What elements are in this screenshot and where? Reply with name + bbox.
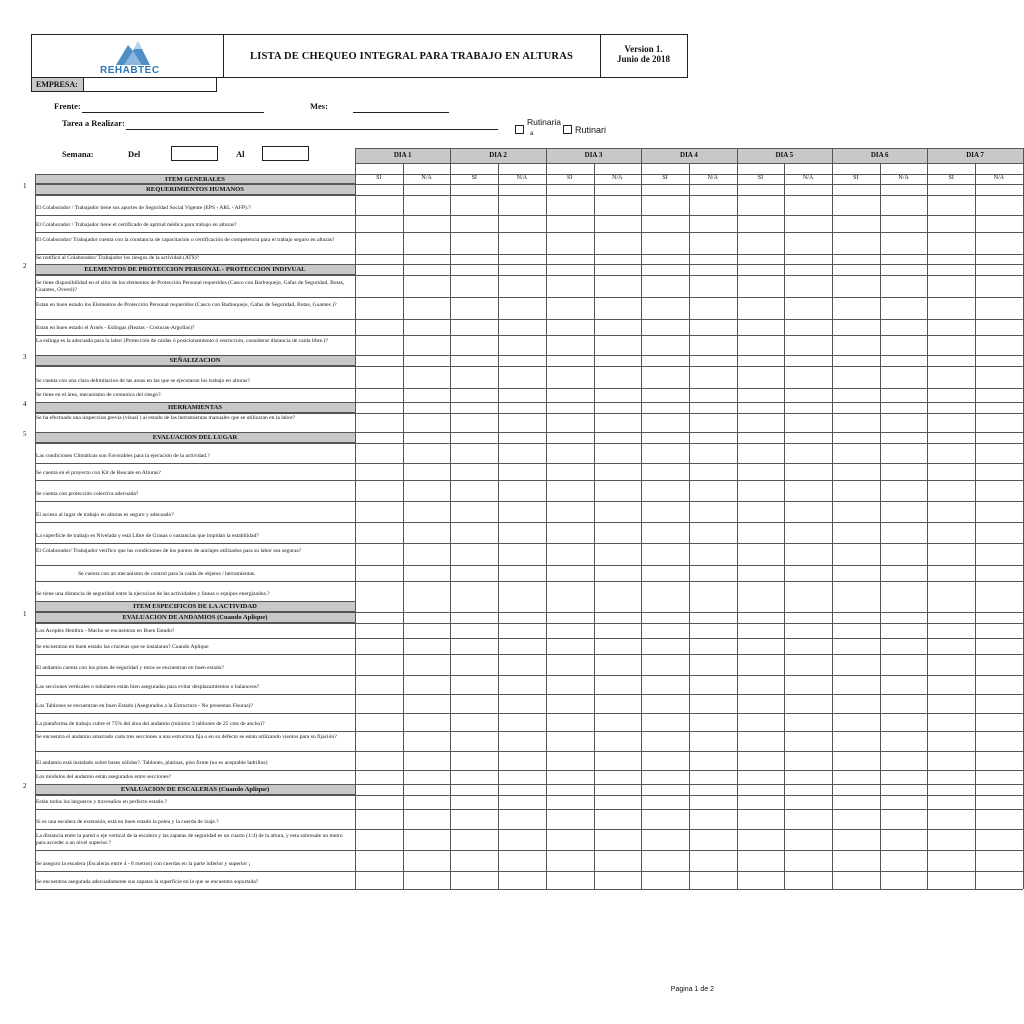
- row-divider: [35, 443, 1023, 444]
- si-column-header: SI: [853, 175, 859, 181]
- al-label: Al: [236, 149, 245, 159]
- row-divider: [35, 675, 1023, 676]
- section-header: HERRAMIENTAS: [35, 402, 355, 413]
- rutinaria-checkbox[interactable]: [515, 125, 524, 134]
- section-header: SEÑALIZACION: [35, 355, 355, 366]
- section-number: 2: [23, 262, 27, 270]
- mountain-logo-icon: [116, 39, 150, 65]
- semana-label: Semana:: [62, 149, 94, 159]
- row-divider: [35, 829, 1023, 830]
- na-column-header: N/A: [516, 175, 528, 181]
- row-divider: [35, 784, 1023, 785]
- question-text: El Colaborador / Trabajador tiene sus aportes de Seguridad Social Vigente (EPS - ARL - AFP).?: [36, 205, 251, 211]
- row-divider: [35, 623, 1023, 624]
- column-divider: [355, 148, 356, 889]
- logo-cell: [32, 35, 224, 77]
- section-number: 1: [23, 610, 27, 618]
- column-divider: [832, 148, 833, 889]
- section-number: 4: [23, 400, 27, 408]
- question-text: Se ha efectuado una inspeccion previa (visual ) al estado de las herramientas manuales que se utilizaran en la labor?: [36, 415, 296, 421]
- row-divider: [35, 565, 1023, 566]
- row-divider: [35, 254, 1023, 255]
- row-divider: [35, 889, 1023, 890]
- day-header: DIA 3: [546, 148, 641, 163]
- question-text: La distancia entre la pared o eje vertical de la escalera y las zapatas de seguridad es un cuarto (1/4) de la altura, y esta sobresale un metro para acceder a un nivel superior.?: [36, 833, 343, 846]
- day-header: DIA 6: [832, 148, 927, 163]
- row-divider: [35, 522, 1023, 523]
- tarea-label: Tarea a Realizar:: [62, 118, 125, 128]
- na-column-header: N/A: [802, 175, 814, 181]
- section-header: REQUERIMIENTOS HUMANOS: [35, 184, 355, 195]
- question-text: El acceso al lugar de trabajo en alturas es seguro y adecuado?: [36, 512, 174, 518]
- day-header: DIA 4: [641, 148, 736, 163]
- column-divider: [403, 163, 404, 889]
- na-column-header: N/A: [421, 175, 432, 181]
- rutinaria-suffix: a: [530, 131, 534, 137]
- question-text: El Colaborador/ Trabajador cuenta con la constancia de capacitación o certificación de competencia para el trabajo seguro en alturas?: [36, 237, 335, 243]
- row-divider: [35, 694, 1023, 695]
- question-text: Se cuenta con un mecanismo de control para la caida de objetos / herramientas.: [78, 571, 256, 577]
- tarea-input[interactable]: [126, 129, 498, 130]
- row-divider: [35, 174, 1023, 175]
- question-text: Se cuenta con una clara delimitacion de las areas en las que se ejecutaran los trabajo en alturas?: [36, 378, 250, 384]
- frente-label: Frente:: [54, 101, 81, 111]
- question-text: Las secciones verticales o tubulares están bien aseguradas para evitar desplazamientos o balanceos?: [36, 684, 260, 690]
- version-cell: [600, 35, 687, 77]
- si-column-header: SI: [662, 175, 668, 181]
- document-title: LISTA DE CHEQUEO INTEGRAL PARA TRABAJO EN ALTURAS: [223, 35, 601, 77]
- column-divider: [927, 148, 928, 889]
- row-divider: [35, 335, 1023, 336]
- question-text: Los Acoples Hembra - Macho se encuentran en Buen Estado?: [36, 628, 175, 634]
- row-divider: [35, 195, 1023, 196]
- question-text: Se notificó al Colaborador/ Trabajador los riesgos de la actividad (ATS)?: [36, 255, 200, 261]
- row-divider: [35, 850, 1023, 851]
- row-divider: [35, 297, 1023, 298]
- question-text: El Colaborador / Trabajador tiene el certificado de aptitud médica para trabajo en alturas?: [36, 222, 237, 228]
- section-number: 3: [23, 353, 27, 361]
- row-divider: [35, 638, 1023, 639]
- section-header: EVALUACION DE ESCALERAS (Cuando Aplique): [35, 784, 355, 795]
- si-column-header: SI: [566, 175, 573, 181]
- question-text: Estan en buen estado el Arnés - Eslingas (Reatas - Costuras-Argollas)?: [36, 325, 195, 331]
- question-text: Se cuenta en el proyecto con Kit de Rescate en Alturas?: [36, 470, 161, 476]
- question-text: Estan en buen estado los Elementos de Protección Personal requeridos (Casco con Barbuquejo, Gafas de Seguridad, Botas, Guantes )?: [36, 302, 337, 308]
- question-text: Se encuentran en buen estado las crucetas que se instalaran? Cuando Aplique: [36, 644, 209, 650]
- row-divider: [35, 432, 1023, 433]
- question-text: El andamio está instalado sobre bases sólidas?. Tablones, platinas, piso firme (no es aceptable ladrillos): [36, 760, 268, 766]
- column-divider: [498, 163, 499, 889]
- question-text: Están todos los largueros y travesaños en perfecto estado.?: [36, 799, 168, 805]
- question-text: Se tiene una distancia de seguridad entre la ejecucion de las actividades y lineas o equipos energizados.?: [36, 591, 270, 597]
- empresa-label: EMPRESA:: [32, 78, 84, 91]
- question-text: Los módulos del andamio están asegurados entre secciones?: [36, 774, 171, 780]
- question-text: La superficie de trabajo es Nivelada y está Libre de Grasas o sustancias que impidan la estabilidad?: [36, 533, 259, 539]
- day-header: DIA 2: [450, 148, 545, 163]
- row-divider: [35, 480, 1023, 481]
- mes-label: Mes:: [310, 101, 328, 111]
- question-text: Se encuentras asegurada adecuadamente sus zapatas la superficie en la que se encuentra soportada?: [36, 879, 259, 885]
- del-label: Del: [128, 149, 141, 159]
- row-divider: [35, 654, 1023, 655]
- items-generales-header: ITEM GENERALES: [35, 174, 355, 184]
- na-column-header: N/A: [707, 175, 718, 181]
- logo-text: REHABTEC: [100, 65, 160, 76]
- row-divider: [35, 463, 1023, 464]
- row-divider: [35, 402, 1023, 403]
- row-divider: [35, 355, 1023, 356]
- section-number: 5: [23, 430, 27, 438]
- question-text: El Colaborador/ Trabajador verifico que las condiciones de los puntos de anclajes utilizados para su labor sea seguras?: [36, 548, 302, 554]
- row-divider: [35, 713, 1023, 714]
- question-text: Se tiene en el área, mecanismo de comunica del riesgo?.: [36, 392, 162, 398]
- row-divider: [35, 581, 1023, 582]
- day-header: DIA 5: [737, 148, 832, 163]
- checklist-table: [23, 148, 1005, 955]
- si-column-header: SI: [757, 175, 764, 181]
- frente-input[interactable]: [82, 112, 264, 113]
- row-divider: [35, 232, 1023, 233]
- si-column-header: SI: [948, 175, 954, 181]
- row-divider: [35, 770, 1023, 771]
- row-divider: [35, 731, 1023, 732]
- row-divider: [35, 388, 1023, 389]
- row-divider: [35, 366, 1023, 367]
- version-date: Junio de 2018: [616, 54, 670, 64]
- column-divider: [784, 163, 785, 889]
- row-divider: [35, 809, 1023, 810]
- page-number: Pagina 1 de 2: [670, 986, 714, 993]
- section-header: EVALUACION DE ANDAMIOS (Cuando Aplique): [35, 612, 355, 623]
- question-text: El andamio cuenta con los pines de seguridad y estos se encuentran en buen estado?: [36, 665, 224, 671]
- row-divider: [35, 264, 1023, 265]
- mes-input[interactable]: [353, 112, 449, 113]
- row-divider: [35, 184, 1023, 185]
- question-text: Se tiene disponibilidad en el sitio de los elementos de Protección Personal requeridos (Casco con Barbuquejo, Gafas de Seguridad, Botas, Guantes, Overol)?: [36, 280, 345, 293]
- column-divider: [594, 163, 595, 889]
- no-rutinaria-checkbox[interactable]: [563, 125, 572, 134]
- column-divider: [35, 174, 36, 889]
- row-divider: [35, 501, 1023, 502]
- row-divider: [35, 275, 1023, 276]
- items-especificos-header: ITEM ESPECIFICOS DE LA ACTIVIDAD: [35, 601, 355, 612]
- row-divider: [355, 148, 1023, 149]
- section-header: ELEMENTOS DE PROTECCION PERSONAL - PROTECCION INDIVUAL: [35, 264, 355, 275]
- version-text: Version 1.: [624, 44, 663, 54]
- row-divider: [35, 543, 1023, 544]
- question-text: Los Tablones se encuentran en buen Estado (Asegurados a la Estructura - No presentan Fisuras)?: [36, 703, 253, 709]
- question-text: La eslinga es la adecuada para la labor (Protección de caidas ó posicionamiento ó restricción, considerar distancia de caida libre.)?: [36, 338, 328, 344]
- si-column-header: SI: [471, 175, 477, 181]
- question-text: Se encuentra el andamio amarrado cada tres secciones a una estructura fija o en su defecto se están utilizando vientos para su fijación?: [36, 734, 337, 740]
- column-divider: [737, 148, 738, 889]
- row-divider: [35, 871, 1023, 872]
- question-text: Se cuenta con protección colectiva adecuada?: [36, 491, 139, 497]
- column-divider: [641, 148, 642, 889]
- column-divider: [689, 163, 690, 889]
- section-number: 2: [23, 782, 27, 790]
- section-header: EVALUACION DEL LUGAR: [35, 432, 355, 443]
- row-divider: [35, 795, 1023, 796]
- rutinaria-label: Rutinaria: [527, 117, 562, 127]
- no-rutinaria-label: Rutinari: [575, 125, 607, 135]
- na-column-header: N/A: [612, 175, 623, 181]
- row-divider: [35, 215, 1023, 216]
- question-text: Se aseguro la escalera (Escaleras entre 4 - 8 metros) con cuerdas en la parte inferior y superior ¡: [36, 861, 251, 867]
- section-number: 1: [23, 182, 27, 190]
- question-text: Las condiciones Climáticas son Favorables para la ejecución de la actividad.?: [36, 453, 210, 459]
- row-divider: [35, 612, 1023, 613]
- question-text: La plataforma de trabajo cubre el 75% del área del andamio (mínimo 3 tablones de 25 cms de ancho)?: [36, 721, 265, 727]
- column-divider: [546, 148, 547, 889]
- column-divider: [975, 163, 976, 889]
- document-header: [31, 34, 688, 78]
- row-divider: [35, 413, 1023, 414]
- day-header: DIA 1: [355, 148, 450, 163]
- day-header: DIA 7: [927, 148, 1022, 163]
- empresa-field[interactable]: [31, 78, 217, 92]
- row-divider: [35, 319, 1023, 320]
- si-column-header: SI: [376, 175, 382, 181]
- question-text: Si es una escalera de extensión, está en buen estado la polea y la cuerda de izaje.?: [36, 819, 219, 825]
- column-divider: [880, 163, 881, 889]
- na-column-header: N/A: [993, 175, 1005, 181]
- row-divider: [35, 751, 1023, 752]
- column-divider: [450, 148, 451, 889]
- na-column-header: N/A: [898, 175, 909, 181]
